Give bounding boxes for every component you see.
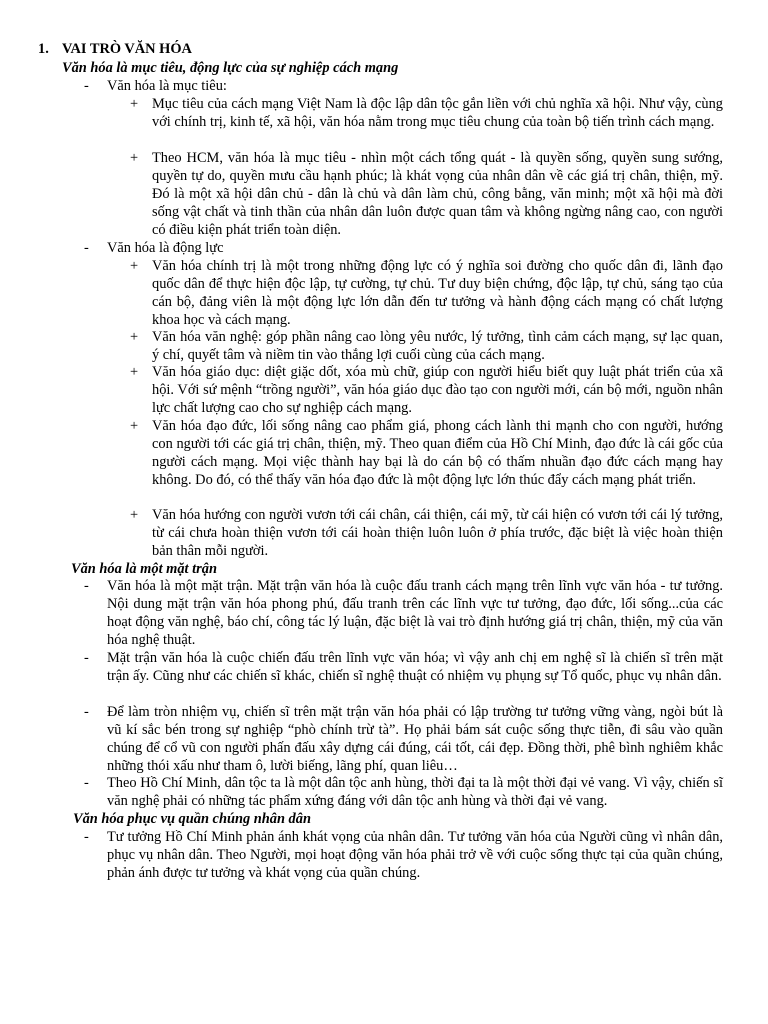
heading-title: VAI TRÒ VĂN HÓA	[62, 41, 192, 57]
sub-list-item	[130, 363, 723, 417]
main-heading	[38, 40, 192, 58]
list-item	[84, 703, 723, 775]
list-item-goal	[84, 77, 723, 95]
sub-list-item	[130, 417, 723, 489]
list-item	[84, 649, 723, 685]
list-item	[84, 828, 723, 882]
sub-list-item-text: Văn hóa đạo đức, lối sống nâng cao phẩm giá, phong cách lành thi mạnh cho con người, hướng con người tới các giá trị chân, thiện, mỹ. Theo quan điểm của Hồ Chí Minh, đạo đức là cái gốc của người cách mạng. Mọi việc thành hay bại là do cán bộ có thấm nhuần đạo đức cách mạng hay không. Do đó, có thể thấy văn hóa đạo đức là một động lực lớn thúc đẩy cách mạng phát triển.	[152, 418, 723, 488]
dash-marker: -	[84, 78, 89, 94]
dash-marker: -	[84, 704, 89, 720]
section-title-goal-motivation: Văn hóa là mục tiêu, động lực của sự nghiệp cách mạng	[62, 60, 399, 76]
sub-list-item-text: Mục tiêu của cách mạng Việt Nam là độc lập dân tộc gắn liền với chủ nghĩa xã hội. Như vậy, cùng với chính trị, kinh tế, xã hội, văn hóa nằm trong mục tiêu chung của toàn bộ tiến trình cách mạng.	[152, 96, 723, 130]
section-title-serve-people: Văn hóa phục vụ quần chúng nhân dân	[73, 811, 311, 827]
plus-marker: +	[130, 507, 139, 523]
sub-list-item	[130, 149, 723, 239]
list-item-motivation	[84, 239, 723, 257]
list-item-text: Văn hóa là một mặt trận. Mặt trận văn hóa là cuộc đấu tranh cách mạng trên lĩnh vực văn hóa - tư tưởng. Nội dung mặt trận văn hóa phong phú, đấu tranh trên các lĩnh vực tư tưởng, đạo đức, lối sống...của các hoạt động văn nghệ, báo chí, công tác lý luận, đặc biệt là vai trò định hướng giá trị chân, thiện, mỹ của văn hóa nghệ thuật.	[107, 578, 723, 648]
dash-marker: -	[84, 650, 89, 666]
plus-marker: +	[130, 150, 139, 166]
list-item-text: Văn hóa là động lực	[107, 240, 224, 256]
dash-marker: -	[84, 829, 89, 845]
list-item-text: Theo Hồ Chí Minh, dân tộc ta là một dân tộc anh hùng, thời đại ta là một thời đại vẻ vang. Vì vậy, chiến sĩ văn nghệ phải có những tác phẩm xứng đáng với dân tộc anh hùng và thời đại vẻ vang.	[107, 775, 723, 809]
list-item	[84, 774, 723, 810]
sub-list-item	[130, 257, 723, 329]
sub-list-item-text: Văn hóa chính trị là một trong những động lực có ý nghĩa soi đường cho quốc dân đi, lãnh đạo quốc dân để thực hiện độc lập, tự cường, tự chủ. Tư duy biện chứng, độc lập, tự chủ, sáng tạo của cán bộ, đảng viên là một động lực lớn dẫn đến tư tưởng và hành động cách mạng có chất lượng khoa học và cách mạng.	[152, 258, 723, 328]
sub-list-item-text: Văn hóa giáo dục: diệt giặc dốt, xóa mù chữ, giúp con người hiểu biết quy luật phát triển của xã hội. Với sứ mệnh “trồng người”, văn hóa giáo dục đào tạo con người mới, cán bộ mới, nguồn nhân lực chất lượng cao cho sự nghiệp cách mạng.	[152, 364, 723, 416]
plus-marker: +	[130, 258, 139, 274]
sub-list-item-text: Theo HCM, văn hóa là mục tiêu - nhìn một cách tổng quát - là quyền sống, quyền sung sướng, quyền tự do, quyền mưu cầu hạnh phúc; là khát vọng của nhân dân về các giá trị chân, thiện, mỹ. Đó là một xã hội dân chủ - dân là chủ và dân làm chủ, công bằng, văn minh; một xã hội mà đời sống vật chất và tinh thần của nhân dân luôn được quan tâm và không ngừng nâng cao, con người có điều kiện phát triển toàn diện.	[152, 150, 723, 238]
list-item	[84, 577, 723, 649]
sub-list-item-text: Văn hóa hướng con người vươn tới cái chân, cái thiện, cái mỹ, từ cái hiện có vươn tới cái lý tưởng, từ cái chưa hoàn thiện vươn tới cái hoàn thiện luôn luôn ở phía trước, đặc biệt là việc hoàn thiện bản thân mỗi người.	[152, 507, 723, 559]
dash-marker: -	[84, 775, 89, 791]
sub-list-item-text: Văn hóa văn nghệ: góp phần nâng cao lòng yêu nước, lý tưởng, tình cảm cách mạng, sự lạc quan, ý chí, quyết tâm và niềm tin vào thắng lợi cuối cùng của cách mạng.	[152, 329, 723, 363]
list-item-text: Mặt trận văn hóa là cuộc chiến đấu trên lĩnh vực văn hóa; vì vậy anh chị em nghệ sĩ là chiến sĩ trên mặt trận ấy. Cũng như các chiến sĩ khác, chiến sĩ nghệ thuật có nhiệm vụ phụng sự Tổ quốc, phục vụ nhân dân.	[107, 650, 723, 684]
sub-list-item	[130, 328, 723, 364]
heading-number: 1.	[38, 41, 49, 57]
plus-marker: +	[130, 96, 139, 112]
list-item-text: Để làm tròn nhiệm vụ, chiến sĩ trên mặt trận văn hóa phải có lập trường tư tưởng vững vàng, ngòi bút là vũ kí sắc bén trong sự nghiệp “phò chính trừ tà”. Họ phải bám sát cuộc sống thực tiễn, đi sâu vào quần chúng để cổ vũ con người phấn đấu xây dựng cái đúng, cái tốt, cái đẹp. Đồng thời, phê bình nghiêm khắc những thói xấu như tham ô, lười biếng, lãng phí, quan liêu…	[107, 704, 723, 774]
dash-marker: -	[84, 240, 89, 256]
list-item-text: Tư tưởng Hồ Chí Minh phản ánh khát vọng của nhân dân. Tư tưởng văn hóa của Người cũng vì nhân dân, phục vụ nhân dân. Theo Người, mọi hoạt động văn hóa phải trở về với cuộc sống thực tại của quần chúng, phản ánh được tư tưởng và khát vọng của quần chúng.	[107, 829, 723, 881]
plus-marker: +	[130, 329, 139, 345]
dash-marker: -	[84, 578, 89, 594]
plus-marker: +	[130, 418, 139, 434]
list-item-text: Văn hóa là mục tiêu:	[107, 78, 227, 94]
sub-list-item	[130, 506, 723, 560]
section-title-front: Văn hóa là một mặt trận	[71, 561, 217, 577]
sub-list-item	[130, 95, 723, 131]
plus-marker: +	[130, 364, 139, 380]
